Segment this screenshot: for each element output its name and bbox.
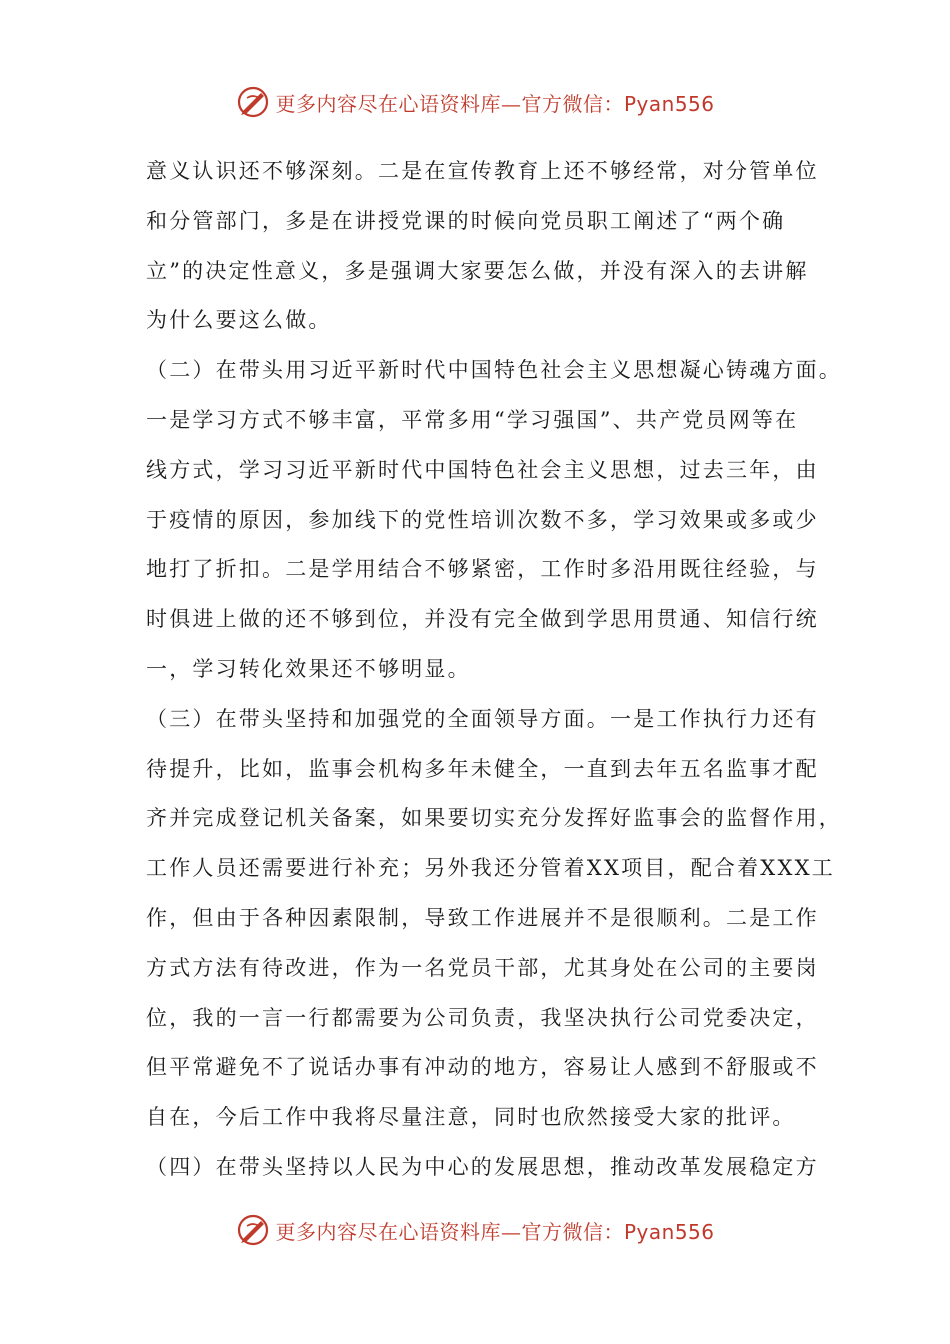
section-heading-line: （三）在带头坚持和加强党的全面领导方面。一是工作执行力还有	[146, 706, 819, 731]
section-heading-line: （二）在带头用习近平新时代中国特色社会主义思想凝心铸魂方面。	[146, 358, 842, 383]
banner-wechat-id: Pyan556	[623, 1219, 715, 1244]
pen-seal-icon	[235, 1212, 271, 1248]
text-line: 一是学习方式不够丰富，平常多用“学习强国”、共产党员网等在	[146, 407, 799, 432]
text-line: 但平常避免不了说话办事有冲动的地方，容易让人感到不舒服或不	[146, 1055, 819, 1080]
text-line: 和分管部门，多是在讲授党课的时候向党员职工阐述了“两个确	[146, 208, 786, 233]
text-line: 齐并完成登记机关备案，如果要切实充分发挥好监事会的监督作用，	[146, 806, 842, 831]
text-line: 自在，今后工作中我将尽量注意，同时也欣然接受大家的批评。	[146, 1105, 796, 1130]
text-line: 作，但由于各种因素限制，导致工作进展并不是很顺利。二是工作	[146, 905, 819, 930]
text-line: 一，学习转化效果还不够明显。	[146, 656, 471, 681]
text-line: 地打了折扣。二是学用结合不够紧密，工作时多沿用既往经验，与	[146, 557, 819, 582]
footer-banner-text	[275, 1216, 714, 1245]
footer-banner	[0, 1208, 950, 1252]
text-line: 意义认识还不够深刻。二是在宣传教育上还不够经常，对分管单位	[146, 159, 819, 183]
header-banner-text	[275, 88, 714, 117]
banner-label: 更多内容尽在心语资料库—官方微信：	[275, 1219, 624, 1244]
text-line: 方式方法有待改进，作为一名党员干部，尤其身处在公司的主要岗	[146, 955, 819, 980]
text-line: 为什么要这么做。	[146, 308, 332, 333]
text-line: 线方式，学习习近平新时代中国特色社会主义思想，过去三年，由	[146, 457, 819, 482]
document-body	[146, 147, 842, 1193]
header-banner	[0, 80, 950, 124]
text-line: 工作人员还需要进行补充；另外我还分管着XX项目，配合着XXX工	[146, 856, 835, 881]
section-heading-line: （四）在带头坚持以人民为中心的发展思想，推动改革发展稳定方	[146, 1154, 819, 1179]
banner-wechat-id: Pyan556	[623, 91, 715, 116]
text-line: 位，我的一言一行都需要为公司负责，我坚决执行公司党委决定，	[146, 1005, 819, 1030]
banner-label: 更多内容尽在心语资料库—官方微信：	[275, 91, 624, 116]
pen-seal-icon	[235, 84, 271, 120]
text-line: 时俱进上做的还不够到位，并没有完全做到学思用贯通、知信行统	[146, 607, 819, 632]
text-line: 于疫情的原因，参加线下的党性培训次数不多，学习效果或多或少	[146, 507, 819, 532]
text-line: 待提升，比如，监事会机构多年未健全，一直到去年五名监事才配	[146, 756, 819, 781]
text-line: 立”的决定性意义，多是强调大家要怎么做，并没有深入的去讲解	[146, 258, 809, 283]
